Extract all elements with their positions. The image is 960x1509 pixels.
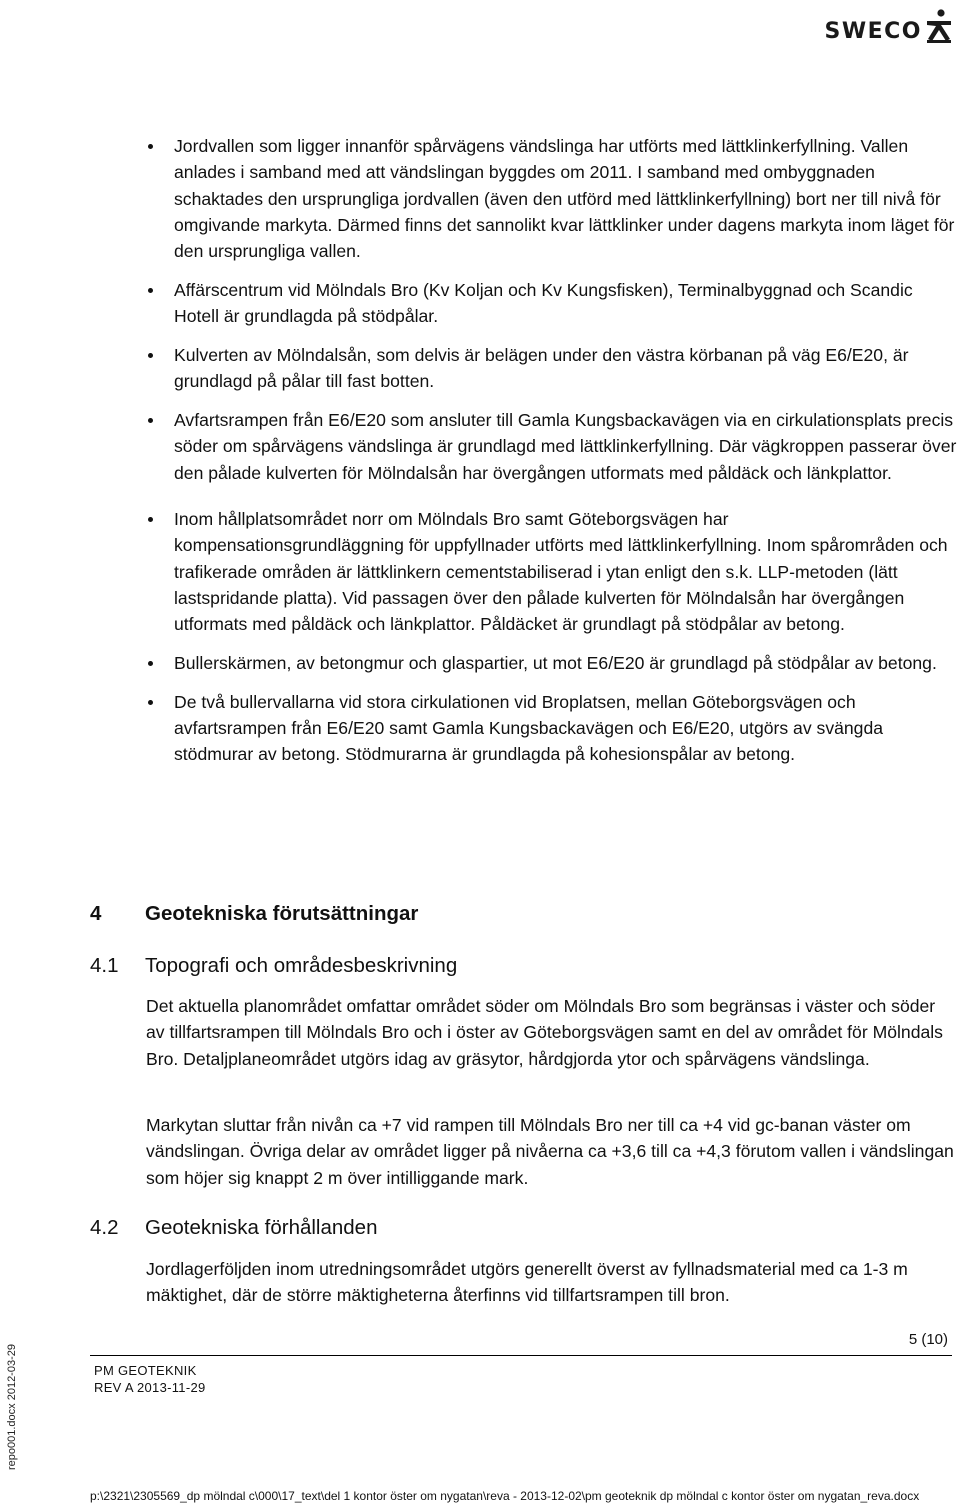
bullet-dot	[148, 353, 153, 358]
section-heading-4	[90, 899, 418, 929]
list-item-text: Bullerskärmen, av betongmur och glaspartier, ut mot E6/E20 är grundlagd på stödpålar av betong.	[174, 653, 937, 674]
list-item	[148, 133, 958, 264]
template-label: repo001.docx 2012-03-29	[6, 1344, 18, 1470]
list-item-text: Inom hållplatsområdet norr om Mölndals Bro samt Göteborgsvägen har kompensationsgrundläggning för uppfyllnader utförts med lättklinkerfyllning. Inom spårområden och trafikerade områden är lättklinkern cementstabiliserad i ytan enligt den s.k. LLP-metoden (lätt lastspridande platta). Vid passagen över den pålade kulverten för Mölndalsån har övergången utformats med påldäck och länkplattor. Påldäcket är grundlagt på stödpålar av betong.	[174, 509, 948, 635]
list-item	[148, 506, 958, 637]
page-number: 5 (10)	[908, 1331, 948, 1348]
footer-doc-info	[94, 1362, 206, 1396]
section-heading-4-1	[90, 951, 457, 981]
bullet-dot	[148, 144, 153, 149]
list-item	[148, 407, 958, 486]
bullet-list	[148, 133, 958, 780]
list-item	[148, 342, 958, 395]
bullet-dot	[148, 288, 153, 293]
section-title: Geotekniska förhållanden	[145, 1216, 378, 1239]
section-heading-4-2	[90, 1213, 378, 1243]
section-number: 4.2	[90, 1216, 119, 1239]
list-item-text: Avfartsrampen från E6/E20 som ansluter till Gamla Kungsbackavägen via en cirkulationsplats precis söder om spårvägens vändslinga är grundlagd med lättklinkerfyllning. Där vägkroppen passerar över den pålade kulverten för Mölndalsån har övergången utformats med påldäck och länkplattor.	[174, 410, 957, 483]
paragraph: Jordlagerföljden inom utredningsområdet utgörs generellt överst av fyllnadsmaterial med ca 1-3 m mäktighet, där de större mäktigheterna återfinns vid tillfartsrampen till bron.	[146, 1259, 908, 1306]
section-number: 4	[90, 902, 102, 925]
list-item-text: Kulverten av Mölndalsån, som delvis är belägen under den västra körbanan på väg E6/E20, är grundlagd på pålar till fast botten.	[174, 345, 909, 392]
doc-title: PM GEOTEKNIK	[94, 1363, 197, 1378]
list-item-text: Affärscentrum vid Mölndals Bro (Kv Koljan och Kv Kungsfisken), Terminalbyggnad och Scandic Hotell är grundlagda på stödpålar.	[174, 279, 913, 327]
section-number: 4.1	[90, 954, 119, 977]
bullet-dot	[148, 418, 153, 423]
list-item	[148, 689, 958, 768]
list-item-text: De två bullervallarna vid stora cirkulationen vid Broplatsen, mellan Göteborgsvägen och avfartsrampen från E6/E20 samt Gamla Kungsbackavägen och E6/E20, utgörs av svängda stödmurar av betong. Stödmurarna är grundlagda på kohesionspålar av betong.	[174, 691, 884, 765]
list-item-text: Jordvallen som ligger innanför spårvägens vändslinga har utförts med lättklinkerfyllning. Vallen anlades i samband med att vändslingan byggdes om 2011. I samband med ombyggnaden schaktades den ursprungliga jordvallen (även den utförd med lättklinkerfyllning) bort ner till nivå för omgivande markyta. Därmed finns det sannolikt kvar lättklinker under dagens markyta inom läget för den ursprungliga vallen.	[174, 136, 955, 262]
list-item	[148, 650, 958, 676]
bullet-dot	[148, 517, 153, 522]
bullet-dot	[148, 661, 153, 666]
doc-revision: REV A 2013-11-29	[94, 1380, 206, 1395]
paragraph: Markytan sluttar från nivån ca +7 vid rampen till Mölndals Bro ner till ca +4 vid gc-banan väster om vändslingan. Övriga delar av området ligger på nivåerna ca +3,6 till ca +4,3 förutom vallen i vändslingan som höjer sig knappt 2 m över intilliggande mark.	[146, 1115, 954, 1188]
file-path: p:\2321\2305569_dp mölndal c\000\17_text\del 1 kontor öster om nygatan\reva - 2013-12-02\pm geoteknik dp mölndal c kontor öster om nygatan_reva.docx	[90, 1489, 920, 1503]
footer-divider	[90, 1355, 952, 1356]
paragraph: Det aktuella planområdet omfattar området söder om Mölndals Bro som begränsas i väster och söder av tillfartsrampen till Mölndals Bro och i öster av Göteborgsvägen samt en del av området för Mölndals Bro. Detaljplaneområdet utgörs idag av gräsytor, hårdgjorda ytor och spårvägens vändslinga.	[146, 996, 943, 1069]
section-title: Topografi och områdesbeskrivning	[145, 954, 458, 977]
section-title: Geotekniska förutsättningar	[145, 902, 419, 925]
bullet-dot	[148, 700, 153, 705]
logo-text: SWECO	[824, 19, 922, 44]
list-item	[148, 277, 958, 330]
sweco-figure-icon	[924, 8, 954, 44]
sweco-logo	[825, 8, 955, 44]
